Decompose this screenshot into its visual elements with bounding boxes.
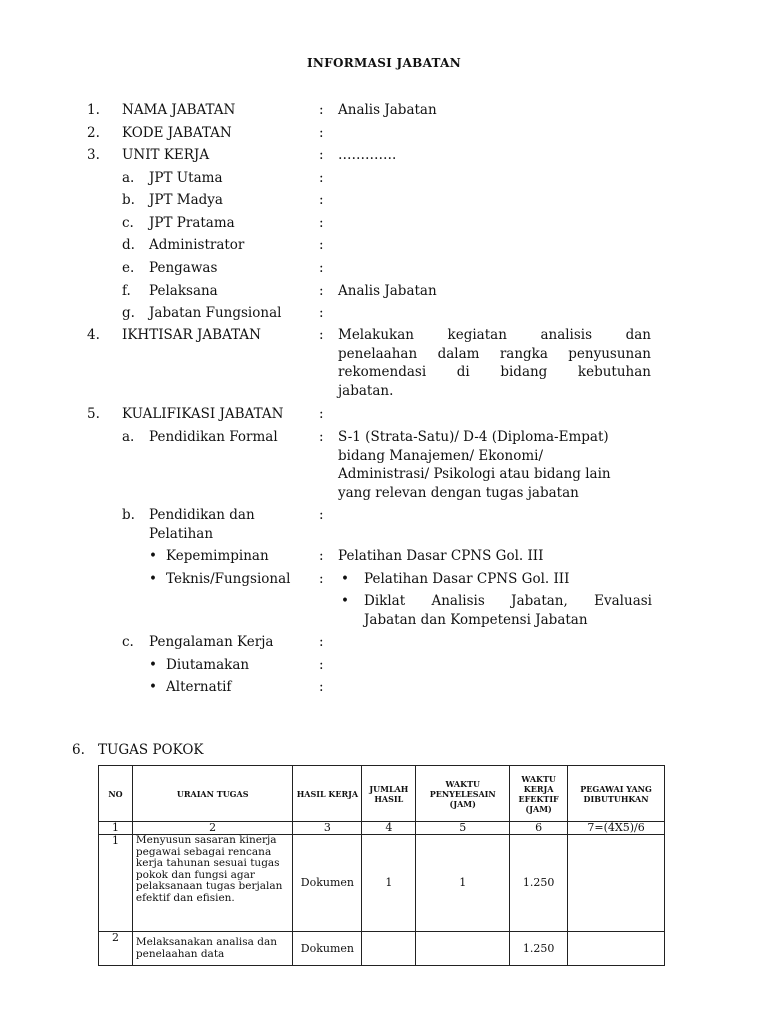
colon: : bbox=[319, 507, 324, 523]
colon: : bbox=[319, 657, 324, 673]
bullet-icon: • bbox=[149, 657, 157, 673]
header-jumlah-hasil: JUMLAH HASIL bbox=[362, 766, 416, 822]
colon: : bbox=[319, 283, 324, 299]
colnum-cell: 2 bbox=[132, 822, 293, 835]
colon: : bbox=[319, 237, 324, 253]
bullet-label: Diutamakan bbox=[166, 657, 250, 673]
colon: : bbox=[319, 102, 324, 118]
item-label: KODE JABATAN bbox=[122, 125, 232, 141]
colnum-cell: 6 bbox=[510, 822, 568, 835]
colnum-cell: 1 bbox=[99, 822, 133, 835]
cell-waktu: 1 bbox=[416, 835, 510, 932]
bullet-label: Kepemimpinan bbox=[166, 548, 269, 564]
bullet-icon: • bbox=[149, 571, 157, 587]
pendidikan-formal-text bbox=[338, 428, 658, 502]
header-pegawai-dibutuhkan: PEGAWAI YANG DIBUTUHKAN bbox=[568, 766, 665, 822]
bullet-icon: • bbox=[341, 571, 349, 587]
subitem-letter: c. bbox=[122, 634, 134, 650]
colon: : bbox=[319, 634, 324, 650]
subitem-label: Administrator bbox=[149, 237, 245, 253]
subitem-label: Pendidikan Formal bbox=[149, 429, 278, 445]
colon: : bbox=[319, 406, 324, 422]
bullet-value bbox=[364, 592, 652, 629]
colon: : bbox=[319, 679, 324, 695]
section-number: 6. bbox=[72, 742, 85, 758]
item-label: KUALIFIKASI JABATAN bbox=[122, 406, 284, 422]
subitem-label: JPT Pratama bbox=[149, 215, 235, 231]
subitem-label: Pelaksana bbox=[149, 283, 218, 299]
item-label: IKHTISAR JABATAN bbox=[122, 327, 261, 343]
bullet-icon: • bbox=[149, 679, 157, 695]
bullet-value: Pelatihan Dasar CPNS Gol. III bbox=[364, 571, 570, 587]
section-label: TUGAS POKOK bbox=[98, 742, 204, 758]
item-number: 5. bbox=[87, 406, 100, 422]
item-label: UNIT KERJA bbox=[122, 147, 210, 163]
colon: : bbox=[319, 215, 324, 231]
subitem-label: JPT Madya bbox=[149, 192, 223, 208]
item-number: 4. bbox=[87, 327, 100, 343]
bullet-label: Alternatif bbox=[166, 679, 232, 695]
pendidikan-line: bidang Manajemen/ Ekonomi/ bbox=[338, 447, 544, 464]
colnum-cell: 3 bbox=[293, 822, 362, 835]
subitem-letter: b. bbox=[122, 507, 135, 523]
ikhtisar-text bbox=[338, 326, 651, 400]
subitem-letter: e. bbox=[122, 260, 135, 276]
ikhtisar-line: Melakukan kegiatan analisis dan bbox=[338, 327, 651, 343]
subitem-letter: f. bbox=[122, 283, 131, 299]
subitem-letter: c. bbox=[122, 215, 134, 231]
cell-uraian: Melaksanakan analisa dan penelaahan data bbox=[132, 932, 293, 966]
colon: : bbox=[319, 192, 324, 208]
cell-efektif: 1.250 bbox=[510, 932, 568, 966]
colon: : bbox=[319, 305, 324, 321]
item-number: 3. bbox=[87, 147, 100, 163]
subitem-letter: b. bbox=[122, 192, 135, 208]
diklat-line: Jabatan dan Kompetensi Jabatan bbox=[364, 611, 588, 628]
subitem-letter: d. bbox=[122, 237, 135, 253]
bullet-label: Teknis/Fungsional bbox=[166, 571, 291, 587]
subitem-label bbox=[149, 506, 255, 543]
item-label: NAMA JABATAN bbox=[122, 102, 236, 118]
cell-jumlah: 1 bbox=[362, 835, 416, 932]
subitem-letter: a. bbox=[122, 429, 135, 445]
cell-hasil: Dokumen bbox=[293, 835, 362, 932]
subitem-letter: g. bbox=[122, 305, 135, 321]
subitem-label-line: Pendidikan dan bbox=[149, 507, 255, 523]
bullet-icon: • bbox=[149, 548, 157, 564]
subitem-label: Jabatan Fungsional bbox=[149, 305, 282, 321]
subitem-label: JPT Utama bbox=[149, 170, 223, 186]
bullet-icon: • bbox=[341, 593, 349, 609]
header-no: NO bbox=[99, 766, 133, 822]
subitem-label: Pengalaman Kerja bbox=[149, 634, 274, 650]
header-hasil-kerja: HASIL KERJA bbox=[293, 766, 362, 822]
colon: : bbox=[319, 170, 324, 186]
table-header-row bbox=[99, 766, 665, 822]
diklat-line: Diklat Analisis Jabatan, Evaluasi bbox=[364, 593, 652, 609]
cell-pegawai bbox=[568, 835, 665, 932]
cell-no: 1 bbox=[99, 835, 133, 932]
ikhtisar-line: penelaahan dalam rangka penyusunan bbox=[338, 345, 651, 362]
cell-pegawai bbox=[568, 932, 665, 966]
subitem-value: Analis Jabatan bbox=[338, 283, 437, 299]
item-value: Analis Jabatan bbox=[338, 102, 437, 118]
item-value: …………. bbox=[338, 147, 397, 163]
tugas-pokok-table bbox=[98, 765, 665, 966]
colnum-cell: 7=(4X5)/6 bbox=[568, 822, 665, 835]
colon: : bbox=[319, 571, 324, 587]
colon: : bbox=[319, 548, 324, 564]
table-colnum-row bbox=[99, 822, 665, 835]
item-number: 2. bbox=[87, 125, 100, 141]
colon: : bbox=[319, 125, 324, 141]
colon: : bbox=[319, 327, 324, 343]
pendidikan-line: Administrasi/ Psikologi atau bidang lain bbox=[338, 466, 611, 482]
ikhtisar-line: rekomendasi di bidang kebutuhan bbox=[338, 364, 651, 380]
document-title: INFORMASI JABATAN bbox=[306, 56, 462, 70]
subitem-label-line: Pelatihan bbox=[149, 525, 214, 542]
cell-no: 2 bbox=[99, 932, 133, 966]
colnum-cell: 5 bbox=[416, 822, 510, 835]
subitem-letter: a. bbox=[122, 170, 135, 186]
cell-jumlah bbox=[362, 932, 416, 966]
colon: : bbox=[319, 147, 324, 163]
cell-efektif: 1.250 bbox=[510, 835, 568, 932]
cell-uraian: Menyusun sasaran kinerja pegawai sebagai rencana kerja tahunan sesuai tugas pokok dan fungsi agar pelaksanaan tugas berjalan efektif dan efisien. bbox=[132, 835, 293, 932]
pendidikan-line: S-1 (Strata-Satu)/ D-4 (Diploma-Empat) bbox=[338, 429, 609, 445]
table-row bbox=[99, 835, 665, 932]
subitem-label: Pengawas bbox=[149, 260, 218, 276]
bullet-value: Pelatihan Dasar CPNS Gol. III bbox=[338, 548, 544, 564]
cell-hasil: Dokumen bbox=[293, 932, 362, 966]
cell-waktu bbox=[416, 932, 510, 966]
ikhtisar-line: jabatan. bbox=[338, 382, 394, 399]
pendidikan-line: yang relevan dengan tugas jabatan bbox=[338, 484, 579, 501]
colon: : bbox=[319, 429, 324, 445]
header-waktu-kerja-efektif: WAKTU KERJA EFEKTIF (JAM) bbox=[510, 766, 568, 822]
header-waktu-penyelesaian: WAKTU PENYELESAIN (JAM) bbox=[416, 766, 510, 822]
item-number: 1. bbox=[87, 102, 100, 118]
table-row bbox=[99, 932, 665, 966]
header-uraian-tugas: URAIAN TUGAS bbox=[132, 766, 293, 822]
colon: : bbox=[319, 260, 324, 276]
colnum-cell: 4 bbox=[362, 822, 416, 835]
